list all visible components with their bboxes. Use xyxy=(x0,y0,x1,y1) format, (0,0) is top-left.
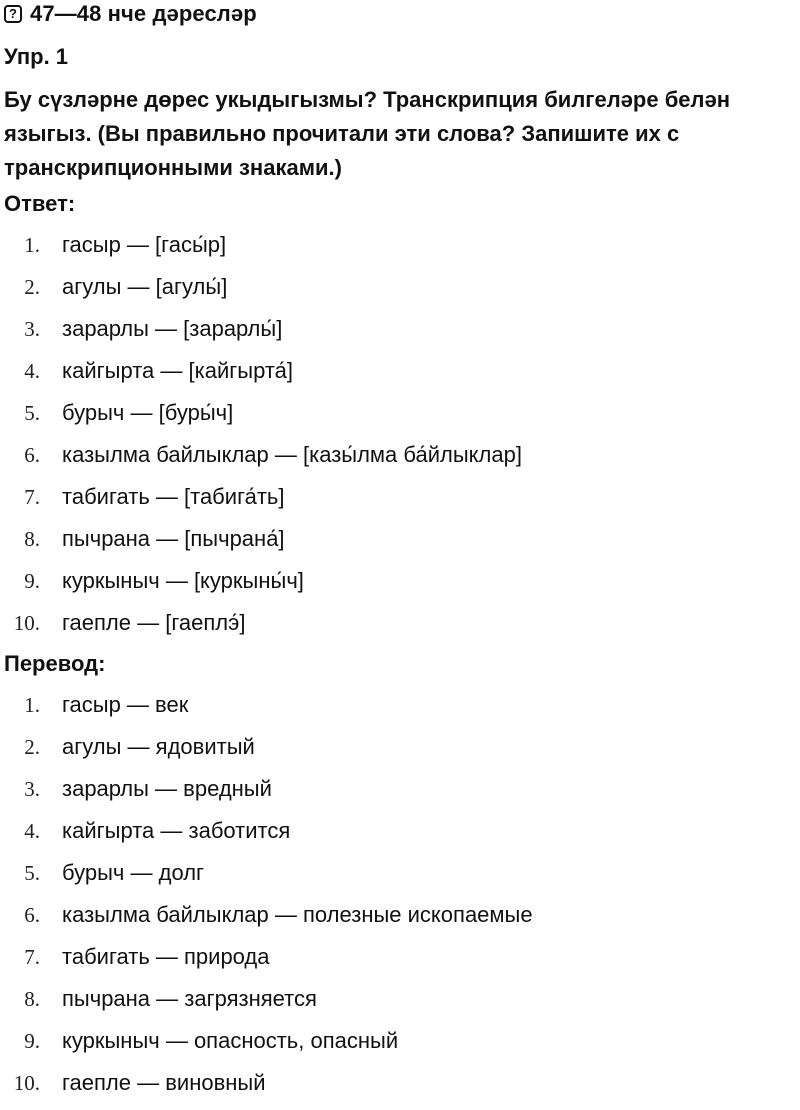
item-number: 1. xyxy=(24,693,40,717)
answer-item xyxy=(0,524,800,566)
translation-item xyxy=(0,816,800,858)
item-number: 6. xyxy=(24,443,40,467)
translation-item xyxy=(0,774,800,816)
answer-item xyxy=(0,314,800,356)
item-text: бурыч — [буры́ч] xyxy=(62,400,234,425)
answer-item xyxy=(0,398,800,440)
answer-item xyxy=(0,230,800,272)
translation-item xyxy=(0,984,800,1026)
item-text: агулы — ядовитый xyxy=(62,734,255,759)
item-text: гаепле — виновный xyxy=(62,1070,266,1095)
item-number: 6. xyxy=(24,903,40,927)
item-number: 8. xyxy=(24,987,40,1011)
item-number: 2. xyxy=(24,275,40,299)
item-text: куркыныч — опасность, опасный xyxy=(62,1028,399,1053)
answer-title: Ответ: xyxy=(4,191,76,216)
item-text: гасыр — век xyxy=(62,692,189,717)
item-number: 7. xyxy=(24,485,40,509)
item-text: кайгырта — заботится xyxy=(62,818,291,843)
item-text: гаепле — [гаеплэ́] xyxy=(62,610,246,635)
answer-item xyxy=(0,566,800,608)
answer-item xyxy=(0,356,800,398)
item-number: 9. xyxy=(24,569,40,593)
lesson-heading xyxy=(4,1,257,27)
translation-item xyxy=(0,1068,800,1110)
exercise-label: Упр. 1 xyxy=(4,44,69,69)
item-text: казылма байлыклар — полезные ископаемые xyxy=(62,902,533,927)
answer-list xyxy=(0,230,800,650)
item-number: 3. xyxy=(24,317,40,341)
item-text: пычрана — загрязняется xyxy=(62,986,317,1011)
item-text: гасыр — [гасы́р] xyxy=(62,232,227,257)
item-number: 4. xyxy=(24,819,40,843)
item-number: 1. xyxy=(24,233,40,257)
item-text: казылма байлыклар — [казы́лма ба́йлыклар] xyxy=(62,442,522,467)
item-number: 9. xyxy=(24,1029,40,1053)
item-text: агулы — [агулы́] xyxy=(62,274,228,299)
translation-item xyxy=(0,858,800,900)
item-number: 8. xyxy=(24,527,40,551)
instruction-line: Бу сүзләрне дөрес укыдыгызмы? Транскрипция билгеләре белән xyxy=(4,87,731,112)
answer-item xyxy=(0,482,800,524)
item-text: пычрана — [пычрана́] xyxy=(62,526,285,551)
item-number: 10. xyxy=(13,611,40,635)
item-text: кайгырта — [кайгырта́] xyxy=(62,358,294,383)
translation-item xyxy=(0,942,800,984)
answer-item xyxy=(0,608,800,650)
help-icon[interactable]: ? xyxy=(4,5,22,23)
item-number: 5. xyxy=(24,861,40,885)
item-number: 7. xyxy=(24,945,40,969)
item-number: 3. xyxy=(24,777,40,801)
instruction-line: языгыз. (Вы правильно прочитали эти слова? Запишите их с xyxy=(4,121,680,146)
translation-title: Перевод: xyxy=(4,651,106,676)
item-text: куркыныч — [куркыны́ч] xyxy=(62,568,304,593)
answer-item xyxy=(0,440,800,482)
answer-item xyxy=(0,272,800,314)
instruction-line: транскрипционными знаками.) xyxy=(4,155,342,180)
item-text: табигать — природа xyxy=(62,944,270,969)
item-text: зарарлы — [зарарлы́] xyxy=(62,316,283,341)
translation-item xyxy=(0,900,800,942)
exercise-instruction xyxy=(4,83,798,185)
item-text: бурыч — долг xyxy=(62,860,205,885)
translation-item xyxy=(0,1026,800,1068)
item-number: 5. xyxy=(24,401,40,425)
item-text: зарарлы — вредный xyxy=(62,776,272,801)
translation-list xyxy=(0,690,800,1110)
translation-item xyxy=(0,732,800,774)
lesson-title: 47—48 нче дәресләр xyxy=(30,1,257,26)
item-number: 4. xyxy=(24,359,40,383)
translation-item xyxy=(0,690,800,732)
item-number: 10. xyxy=(13,1071,40,1095)
item-number: 2. xyxy=(24,735,40,759)
item-text: табигать — [табига́ть] xyxy=(62,484,285,509)
